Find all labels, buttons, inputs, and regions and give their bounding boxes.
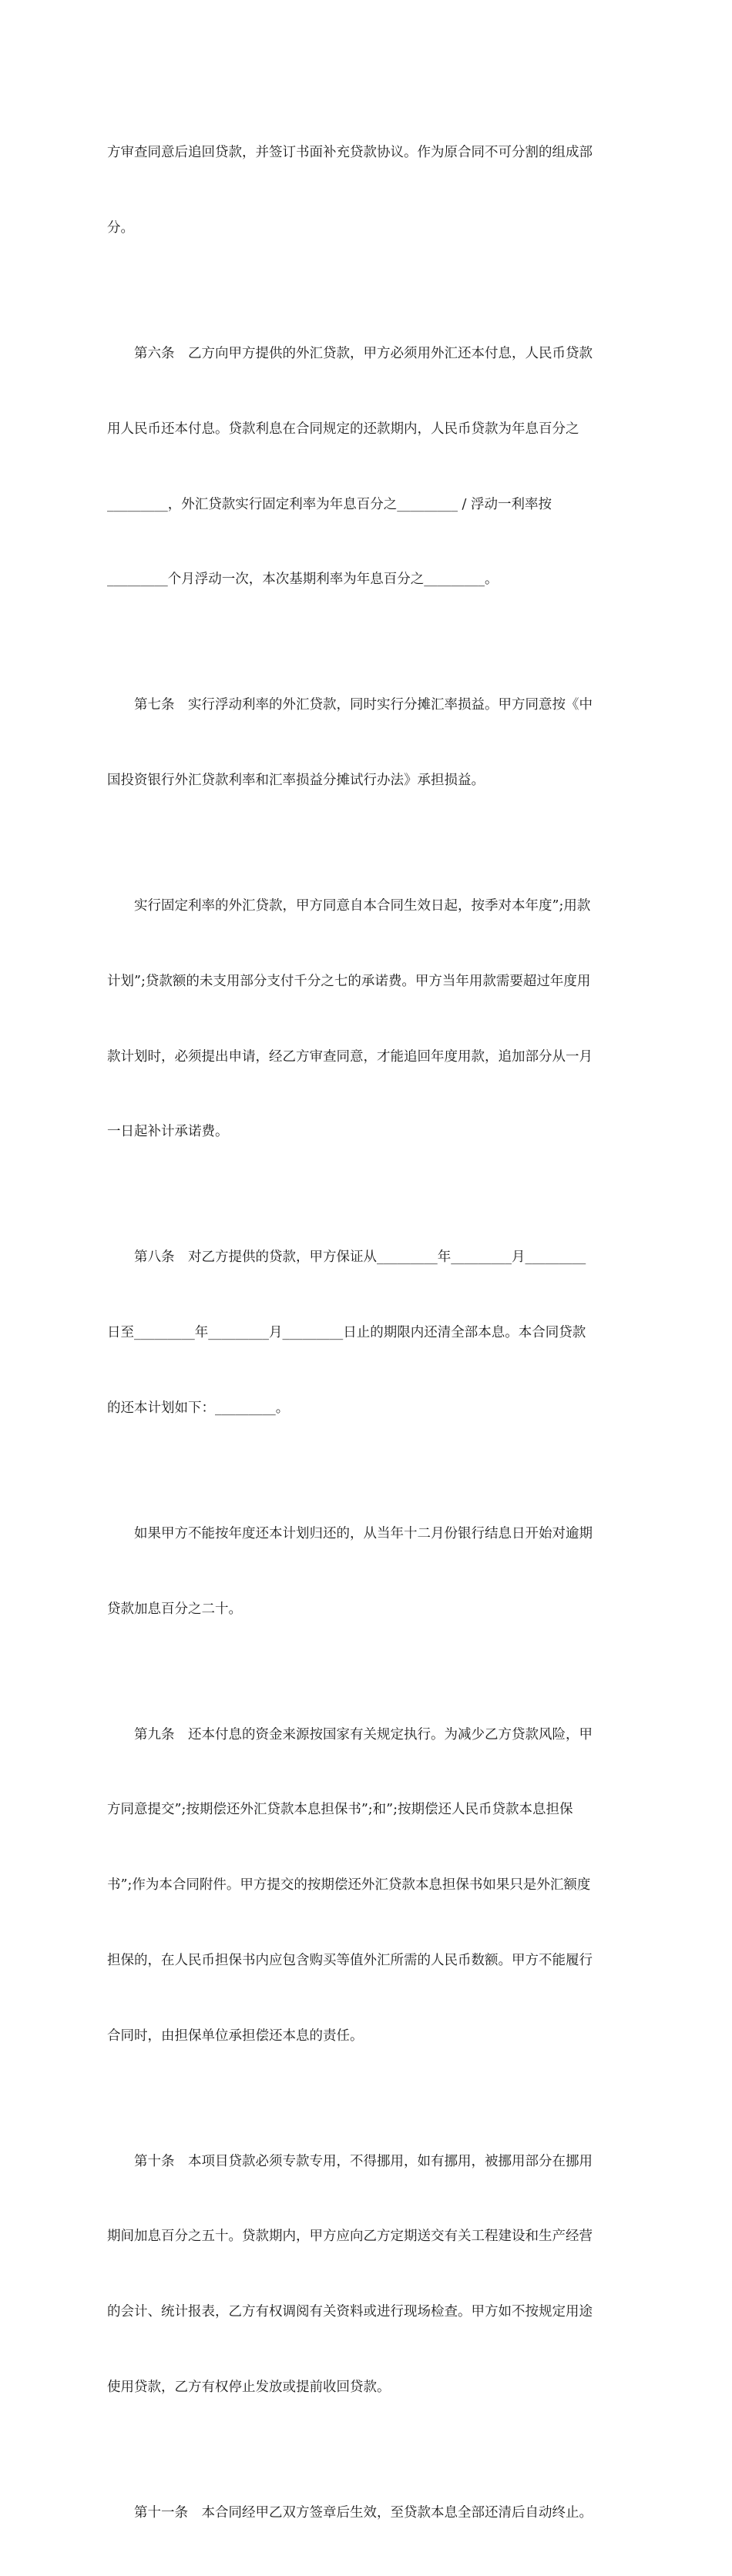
text-line: 款计划时，必须提出申请，经乙方审查同意，才能追回年度用款，追加部分从一月 <box>107 1048 593 1065</box>
text-line: 合同时，由担保单位承担偿还本息的责任。 <box>107 2028 364 2044</box>
text-line: 贷款加息百分之二十。 <box>107 1601 242 1617</box>
paragraph-continuation <box>107 90 626 291</box>
text-line: 书”;作为本合同附件。甲方提交的按期偿还外汇贷款本息担保书如果只是外汇额度 <box>107 1877 591 1893</box>
text-line: 第九条 还本付息的资金来源按国家有关规定执行。为减少乙方贷款风险，甲 <box>134 1726 593 1742</box>
paragraph-fixed-rate <box>107 844 626 1195</box>
paragraph-article-6 <box>107 291 626 642</box>
text-line: 的还本计划如下：_________。 <box>107 1400 290 1416</box>
paragraph-article-10 <box>107 2099 626 2450</box>
text-line: 第十一条 本合同经甲乙双方签章后生效，至贷款本息全部还清后自动终止。 <box>134 2505 593 2521</box>
text-line: 一日起补计承诺费。 <box>107 1124 229 1140</box>
paragraph-article-8 <box>107 1195 626 1471</box>
paragraph-article-9 <box>107 1672 626 2098</box>
text-line: 第七条 实行浮动利率的外汇贷款，同时实行分摊汇率损益。甲方同意按《中 <box>134 697 593 713</box>
text-line: 如果甲方不能按年度还本计划归还的，从当年十二月份银行结息日开始对逾期 <box>134 1525 593 1541</box>
text-line: 担保的，在人民币担保书内应包含购买等值外汇所需的人民币数额。甲方不能履行 <box>107 1952 593 1968</box>
paragraph-article-7 <box>107 642 626 844</box>
text-line: 第十条 本项目贷款必须专款专用，不得挪用，如有挪用，被挪用部分在挪用 <box>134 2153 593 2169</box>
text-line: 国投资银行外汇贷款利率和汇率损益分摊试行办法》承担损益。 <box>107 773 485 789</box>
text-line: 的会计、统计报表，乙方有权调阅有关资料或进行现场检查。甲方如不按规定用途 <box>107 2304 593 2320</box>
text-line: 分。 <box>107 220 134 236</box>
paragraph-article-11 <box>107 2450 626 2576</box>
text-line: 第八条 对乙方提供的贷款，甲方保证从_________年_________月_________ <box>134 1249 586 1266</box>
text-line: _________，外汇贷款实行固定利率为年息百分之_________ / 浮动一利率按 <box>107 496 552 512</box>
text-line: 日至_________年_________月_________日止的期限内还清全部本息。本合同贷款 <box>107 1325 586 1341</box>
text-line: 期间加息百分之五十。贷款期内，甲方应向乙方定期送交有关工程建设和生产经营 <box>107 2229 593 2245</box>
text-line: 使用贷款，乙方有权停止发放或提前收回贷款。 <box>107 2380 391 2396</box>
contract-body <box>107 90 626 2576</box>
text-line: _________个月浮动一次，本次基期利率为年息百分之_________。 <box>107 572 499 588</box>
paragraph-overdue <box>107 1471 626 1672</box>
text-line: 方审查同意后追回贷款，并签订书面补充贷款协议。作为原合同不可分割的组成部 <box>107 145 593 161</box>
text-line: 实行固定利率的外汇贷款，甲方同意自本合同生效日起，按季对本年度”;用款 <box>134 898 591 914</box>
text-line: 方同意提交”;按期偿还外汇贷款本息担保书”;和”;按期偿还人民币贷款本息担保 <box>107 1802 573 1818</box>
text-line: 用人民币还本付息。贷款利息在合同规定的还款期内，人民币贷款为年息百分之 <box>107 421 579 437</box>
text-line: 计划”;贷款额的未支用部分支付千分之七的承诺费。甲方当年用款需要超过年度用 <box>107 973 591 989</box>
text-line: 第六条 乙方向甲方提供的外汇贷款，甲方必须用外汇还本付息，人民币贷款 <box>134 345 593 361</box>
